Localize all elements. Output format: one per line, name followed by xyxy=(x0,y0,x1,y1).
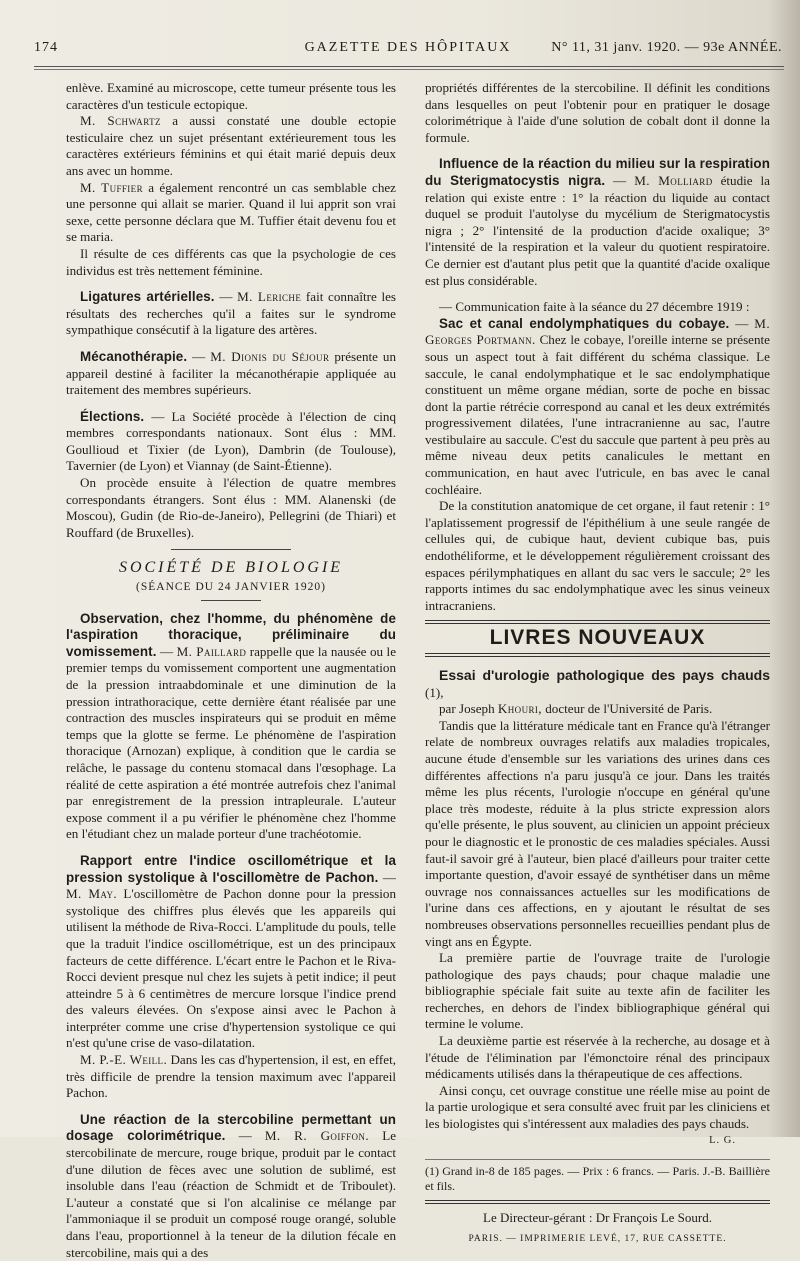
article-heading: Une réaction de la stercobiline permettant un dosage colorimétrique. xyxy=(66,1111,396,1144)
section-divider-short xyxy=(201,600,261,601)
article-elections xyxy=(66,409,396,475)
author-name: M. Georges Portmann. xyxy=(425,315,770,348)
article-heading: Ligatures artérielles. xyxy=(80,289,215,305)
book-author-suffix: docteur de l'Université de Paris. xyxy=(541,701,713,717)
issue-info: N° 11, 31 janv. 1920. — 93e ANNÉE. xyxy=(551,40,782,55)
article-heading: Rapport entre l'indice oscillométrique et la pression systolique à l'oscillomètre de Pachon. xyxy=(66,852,396,885)
book-title: Essai d'urologie pathologique des pays chauds xyxy=(439,667,770,683)
article-heading: Sac et canal endolymphatiques du cobaye. xyxy=(439,315,730,331)
paragraph: On procède ensuite à l'élection de quatre membres correspondants étrangers. Sont élus : MM. Alanenski (de Moscou), Gudin (de Rio-de-Janeiro), Pellegrini (de Thiari) et Rouffard (de Bruxelles). xyxy=(66,475,396,540)
article-observation: Observation, chez l'homme, du phénomène de l'aspiration thoracique, préliminaire du vomissement. — M. Paillard rappelle que la nausée ou le premier temps du vomissement comportent une augmentation de la pression intraabdominale et une diminution de la pression intrathoracique, cette dernière étant réalisée par une contraction des muscles inspirateurs qui se produit en même temps que la glotte se ferme. Le phénomène de l'aspiration thoracique (Arnozan) explique, à condition que le cardia se relâche, le passage du contenu stomacal dans l'œsophage. La réalité de cette aspiration a été montrée autrefois chez l'animal par enregistrement de la pression intrapleurale. L'auteur expose comment il a pu vérifier le phénomène chez l'homme en l'étudiant chez un malade porteur d'une trachéotomie. xyxy=(66,610,397,842)
author-name: M. May. xyxy=(66,886,118,902)
article-ligatures: Ligatures artérielles. — M. Leriche fait connaître les résultats des recherches qu'il a faites sur le syndrome sympathique consécutif à la ligature des artères. xyxy=(66,289,397,338)
paragraph: La deuxième partie est réservée à la recherche, au dosage et à l'étude de l'élimination par l'émonctoire rénal des principaux médicaments utilisés dans la thérapeutique de ces affections. xyxy=(425,1033,770,1082)
page-number: 174 xyxy=(34,40,58,55)
review-signature: L. G. xyxy=(709,1134,736,1146)
footnote-ref: (1), xyxy=(425,684,444,700)
footer-divider xyxy=(425,1200,770,1204)
book-author-prefix: par Joseph xyxy=(439,701,498,717)
communication-note: — Communication faite à la séance du 27 décembre 1919 : xyxy=(439,299,750,315)
running-header xyxy=(34,40,782,64)
article-influence: Influence de la réaction du milieu sur la respiration du Sterigmatocystis nigra. — M. Molliard étudie la relation qui existe entre : 1° la réaction du liquide au contact duquel se produit l'autolyse du mycélium de Sterigmatocystis nigra ; 2° l'intensité de la production d'acide oxalique; 3° l'intensité de la respiration et la valeur du quotient respiratoire. Ce dernier est d'autant plus petit que la quantité d'acide oxalique est plus considérable. xyxy=(425,156,770,288)
paragraph-text: Dans les cas d'hypertension, il est, en effet, très difficile de prendre la tension maximum avec l'appareil Pachon. xyxy=(66,1052,396,1101)
journal-title: GAZETTE DES HÔPITAUX xyxy=(304,40,512,55)
book-author-line xyxy=(425,701,770,718)
paragraph-text: Le stercobilinate de mercure, rouge brique, produit par le contact d'une dilution de fèces avec une solution de sublimé, est insoluble dans l'eau (réaction de Schmidt et de Triboulet). L'auteur a constaté que si l'on alcalinise ce mélange par l'ammoniaque il se produit un composé rouge orangé, soluble dans l'eau, proportionnel à la teneur de la dilution fécale en stercobiline, mais qui a des xyxy=(66,1128,397,1260)
paragraph-text: présente un appareil destiné à faciliter la mécanothérapie appliquée au traitement des membres supérieurs. xyxy=(66,348,397,398)
paragraph xyxy=(66,1052,396,1102)
paragraph: propriétés différentes de la stercobiline. Il définit les conditions dans lesquelles on peut l'obtenir pour en pratiquer le dosage colorimétrique à l'aide d'une solution de cobalt dont il donne la formule. xyxy=(425,80,770,145)
paragraph: Il résulte de ces différents cas que la psychologie de ces individus est très nettement féminine. xyxy=(66,245,396,278)
author-name: M. Leriche xyxy=(237,289,302,305)
paragraph-text: rappelle que la nausée ou le premier temps du vomissement comportent une augmentation de la pression intraabdominale et une diminution de la pression intrathoracique, cette dernière étant réalisée par une contraction des muscles inspirateurs qui se produit en même temps que la glotte se ferme. Le phénomène de l'aspiration thoracique (Arnozan) explique, à condition que le cardia se relâche, le passage du contenu stomacal dans l'œsophage. La réalité de cette aspiration a été montrée autrefois chez l'animal par enregistrement de la pression intrapleurale. L'auteur expose comment il a pu vérifier le phénomène chez l'homme en l'étudiant chez un malade porteur d'une trachéotomie. xyxy=(66,643,397,842)
society-session: (SÉANCE DU 24 JANVIER 1920) xyxy=(136,581,326,594)
paragraph: De la constitution anatomique de cet organe, il faut retenir : 1° l'aplatissement progressif de l'épithélium à une seule rangée de cellules qui, de cubique haut, devient cubique bas, puis endothéliforme, et le développement régulièrement croissant des espaces périlymphatiques en allant du sac vers le saccule; 2° les rapports intimes du sac endolymphatique avec les sinus veineux intracraniens. xyxy=(425,498,770,613)
paragraph: enlève. Examiné au microscope, cette tumeur présente tous les caractères d'un testicule ectopique. xyxy=(66,80,396,112)
paragraph-text: Chez le cobaye, l'oreille interne se présente sous un aspect tout à fait différent du schéma classique. Le saccule, le canal endolymphatique et le sac endolymphatique constituent un même organe médian, sorte de poche en bissac dont la partie rétrécie correspond au canal et les deux extrémités progressivement dilatées, l'une intracranienne au sac, l'autre vestibulaire au saccule. C'est du saccule que partent à peu près au même niveau deux petits canalicules le mettant en communication, en haut avec l'utricule, en bas avec le canal cochléaire. xyxy=(425,332,770,497)
article-stercobiline: Une réaction de la stercobiline permettant un dosage colorimétrique. — M. R. Goiffon. Le stercobilinate de mercure, rouge brique, produit par le contact d'une dilution de fèces avec une solution de sublimé, est insoluble dans l'eau (réaction de Schmidt et de Triboulet). L'auteur a constaté que si l'on alcalinise ce mélange par l'ammoniaque il se produit un composé rouge orangé, soluble dans l'eau, proportionnel à la teneur de la dilution fécale en stercobiline, mais qui a des xyxy=(66,1111,397,1260)
author-name: M. P.-E. Weill. xyxy=(80,1052,168,1068)
paragraph-text: a aussi constaté une double ectopie testiculaire chez un sujet présentant extérieurement tous les caractères extérieurs féminins et qui était marié depuis deux ans avec un homme. xyxy=(66,113,397,178)
author-name: M. R. Goiffon. xyxy=(264,1128,370,1144)
article-sac: Sac et canal endolymphatiques du cobaye. — M. Georges Portmann. Chez le cobaye, l'oreille interne se présente sous un aspect tout à fait différent du schéma classique. Le saccule, le canal endolymphatique et le sac endolymphatique constituent un même organe médian, sorte de poche en bissac dont la partie rétrécie correspond au canal et les deux extrémités progressivement dilatées, l'une intracranienne au sac, l'autre vestibulaire au saccule. C'est du saccule que partent à peu près au même niveau deux petits canalicules le mettant en communication, en haut avec l'utricule, en bas avec le canal cochléaire. xyxy=(425,315,770,497)
author-name: M. Molliard xyxy=(634,172,713,188)
author-name: M. Paillard xyxy=(176,643,247,659)
printer-line: PARIS. — IMPRIMERIE LEVÉ, 17, RUE CASSETTE. xyxy=(468,1233,727,1244)
paragraph: Tandis que la littérature médicale tant en France qu'à l'étranger relate de nombreux ouvrages relatifs aux maladies tropicales, aucune étude d'ensemble sur les variations des urines dans ces différentes affections n'a paru jusqu'à ce jour. Dans les traités même les plus récents, l'urologie n'occupe en général qu'une place très modeste, réduite à la plus stricte expression alors qu'elle présente, le plus souvent, au clinicien un appoint précieux pour le diagnostic et le pronostic de ces maladies spéciales. Aussi faut-il savoir gré à l'auteur, bien placé d'ailleurs pour traiter cette importante question, d'avoir essayé de synthétiser dans un même ouvrage nos connaissances actuelles sur les modifications de l'urine dans ces affections, en y ajoutant le résultat de ses nombreuses observations personnelles recueillies pendant plus de vingt ans en Égypte. xyxy=(425,717,770,949)
books-section-title: LIVRES NOUVEAUX xyxy=(489,626,706,650)
article-heading: Observation, chez l'homme, du phénomène de l'aspiration thoracique, préliminaire du vomissement. xyxy=(66,610,396,659)
header-rule xyxy=(34,66,784,67)
paragraph-text: L'oscillomètre de Pachon donne pour la pression systolique des chiffres plus élevés que les appareils qui utilisent la méthode de Riva-Rocci. L'amplitude du pouls, telle que la traduit l'indice oscillométrique, est un des principaux facteurs de cette différence. L'écart entre le Pachon et le Riva-Rocci devient presque nul chez les sujets à petit indice; il peut atteindre 5 à 6 centimètres de mercure lorsque l'indice prend des valeurs élevées. On s'expose ainsi avec le Pachon à interpréter comme une crise d'hypertension systolique ce qui n'est qu'une crise de vaso-dilatation. xyxy=(66,886,396,1051)
director-line: Le Directeur-gérant : Dr François Le Sourd. xyxy=(483,1210,712,1226)
article-rapport: Rapport entre l'indice oscillométrique et la pression systolique à l'oscillomètre de Pachon. — M. May. L'oscillomètre de Pachon donne pour la pression systolique des chiffres plus élevés que les appareils qui utilisent la méthode de Riva-Rocci. L'amplitude du pouls, telle que la traduit l'indice oscillométrique, est un des principaux facteurs de cette différence. L'écart entre le Pachon et le Riva-Rocci devient presque nul chez les sujets à petit indice; il peut atteindre 5 à 6 centimètres de mercure lorsque l'indice prend des valeurs élevées. On s'expose ainsi avec le Pachon à interpréter comme une crise d'hypertension systolique ce qui n'est qu'une crise de vaso-dilatation. xyxy=(66,852,396,1051)
article-mecanotherapie: Mécanothérapie. — M. Dionis du Séjour présente un appareil destiné à faciliter la mécanothérapie appliquée au traitement des membres supérieurs. xyxy=(66,348,397,398)
left-column xyxy=(66,80,396,1261)
header-rule-secondary xyxy=(34,69,784,70)
paragraph: La première partie de l'ouvrage traite de l'urologie pathologique des pays chauds; pour chaque maladie une bibliographie spéciale fait suite au texte afin de faciliter les recherches, en dehors de l'index bibliographique général qui termine le volume. xyxy=(425,950,770,1032)
book-author: Khouri, xyxy=(497,701,542,717)
author-name: M. Tuffier xyxy=(80,179,143,195)
section-divider xyxy=(171,549,291,550)
paragraph xyxy=(66,180,396,246)
article-heading: Mécanothérapie. xyxy=(80,348,188,364)
paragraph-text: — La Société procède à l'élection de cinq membres correspondants nationaux. Sont élus : MM. Goullioud et Tixier (de Lyon), Dambrin (de Toulouse), Tavernier (de Lyon) et Viannay (de Saint-Étienne). xyxy=(66,408,396,474)
section-divider-double xyxy=(425,620,770,624)
right-column xyxy=(425,80,770,1247)
article-heading: Influence de la réaction du milieu sur la respiration du Sterigmatocystis nigra. xyxy=(425,156,770,188)
author-name: M. Dionis du Séjour xyxy=(210,348,330,364)
paragraph-text: étudie la relation qui existe entre : 1° la réaction du liquide au contact duquel se produit l'autolyse du mycélium de Sterigmatocystis nigra ; 2° l'intensité de la production d'acide oxalique; 3° l'intensité de la respiration et la valeur du quotient respiratoire. Ce dernier est d'autant plus petit que la quantité d'acide oxalique est plus considérable. xyxy=(425,172,770,288)
paragraph-text: fait connaître les résultats des recherches qu'il a faites sur le syndrome sympathique consécutif à la ligature des artères. xyxy=(66,289,397,338)
footnote: (1) Grand in-8 de 185 pages. — Prix : 6 francs. — Paris. J.-B. Baillière et fils. xyxy=(425,1159,770,1194)
article-heading: Élections. xyxy=(80,408,145,424)
paragraph-text: a également rencontré un cas semblable chez une personne qui allait se marier. Quand il lui apprit son vrai sexe, cette personne déclara que M. Tuffier était devenu fou et se maria. xyxy=(66,179,396,245)
paragraph xyxy=(66,113,396,179)
author-name: M. Schwartz xyxy=(80,113,161,129)
section-divider-double xyxy=(425,653,770,657)
society-title: SOCIÉTÉ DE BIOLOGIE xyxy=(118,559,344,577)
paragraph: Ainsi conçu, cet ouvrage constitue une réelle mise au point de la partie urologique et sera consulté avec fruit par les cliniciens et les biologistes qui s'intéressent aux maladies des pays chauds. xyxy=(425,1082,770,1132)
book-heading xyxy=(425,667,770,701)
